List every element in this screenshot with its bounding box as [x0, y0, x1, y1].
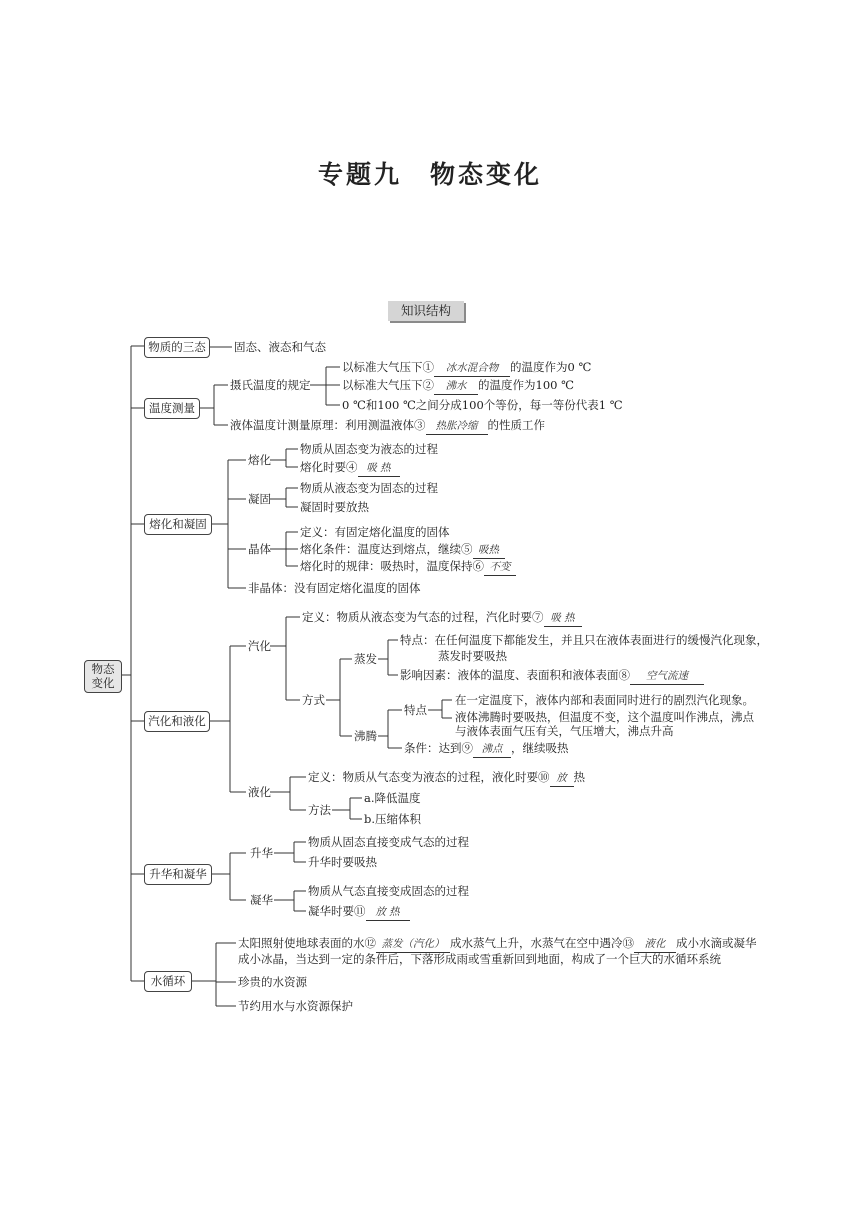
thermo-prefix: 液体温度计测量原理：利用测温液体③ [230, 418, 426, 432]
temp-rule-2 [342, 378, 574, 395]
section-label: 知识结构 [388, 301, 464, 321]
methods-label: 方式 [302, 693, 325, 707]
liquefaction-def [308, 770, 585, 787]
melting-heat-prefix: 熔化时要④ [300, 460, 358, 474]
deposition-heat-prefix: 凝华时要⑪ [308, 904, 366, 918]
solidify-heat: 凝固时要放热 [300, 500, 369, 514]
water-cycle-prefix: 太阳照射使地球表面的水⑫ [238, 936, 376, 950]
answer-10: 放 [550, 771, 574, 787]
deposition-def: 物质从气态直接变成固态的过程 [308, 884, 469, 898]
evaporation-feature-2: 蒸发时要吸热 [438, 649, 507, 663]
liquefaction-methods-label: 方法 [308, 803, 331, 817]
page-title: 专题九 物态变化 [317, 160, 542, 189]
category-states: 物质的三态 [144, 337, 210, 358]
liquefaction-method-a: a.降低温度 [364, 791, 421, 805]
evaporation-feature: 特点：在任何温度下都能发生，并且只在液体表面进行的缓慢汽化现象， [400, 633, 768, 647]
melting-def: 物质从固态变为液态的过程 [300, 442, 438, 456]
thermo-suffix: 的性质工作 [487, 418, 545, 432]
evaporation-factors [400, 668, 704, 685]
crystal-condition-prefix: 熔化条件：温度达到熔点，继续⑤ [300, 542, 473, 556]
temp-rule-2-prefix: 以标准大气压下② [342, 378, 434, 392]
boiling-condition [404, 741, 569, 758]
evaporation-factors-prefix: 影响因素：液体的温度、表面积和液体表面⑧ [400, 668, 630, 682]
answer-2: 沸水 [434, 379, 478, 395]
boiling-feature-3: 与液体表面气压有关，气压增大，沸点升高 [455, 724, 674, 738]
answer-1: 冰水混合物 [434, 361, 510, 377]
answer-7: 吸 热 [544, 611, 582, 627]
crystal-label: 晶体 [248, 542, 271, 556]
category-sublimation: 升华和凝华 [144, 864, 212, 885]
water-resources: 珍贵的水资源 [238, 975, 307, 989]
melting-heat [300, 460, 400, 477]
category-melting: 熔化和凝固 [144, 514, 212, 535]
category-water-cycle: 水循环 [144, 971, 192, 992]
liquefaction-def-prefix: 定义：物质从气态变为液态的过程，液化时要⑩ [308, 770, 550, 784]
amorphous-def: 非晶体：没有固定熔化温度的固体 [248, 581, 421, 595]
category-temperature: 温度测量 [144, 398, 200, 419]
celsius-rule-label: 摄氏温度的规定 [230, 378, 311, 392]
temp-rule-2-suffix: 的温度作为100 ℃ [478, 378, 574, 392]
temp-rule-1-suffix: 的温度作为0 ℃ [510, 360, 592, 374]
category-vaporization: 汽化和液化 [144, 711, 210, 732]
melting-label: 熔化 [248, 453, 271, 467]
deposition-label: 凝华 [250, 893, 273, 907]
deposition-heat [308, 904, 410, 921]
answer-12: 蒸发（汽化） [376, 937, 450, 953]
boiling-feature-1: 在一定温度下，液体内部和表面同时进行的剧烈汽化现象。 [455, 693, 754, 707]
crystal-rule [300, 559, 516, 576]
answer-6: 不变 [484, 560, 516, 576]
water-cycle-line-2: 成小冰晶，当达到一定的条件后，下落形成雨或雪重新回到地面，构成了一个巨大的水循环系统 [238, 952, 721, 966]
answer-3: 热胀冷缩 [426, 419, 488, 435]
water-cycle-suffix: 成小水滴或凝华 [676, 936, 757, 950]
answer-4: 吸 热 [358, 461, 400, 477]
boiling-label: 沸腾 [354, 729, 377, 743]
boiling-feature-label: 特点 [404, 703, 427, 717]
answer-8: 空气流速 [630, 669, 704, 685]
sublimation-label: 升华 [250, 846, 273, 860]
root-line-2: 变化 [91, 676, 115, 690]
crystal-rule-prefix: 熔化时的规律：吸热时，温度保持⑥ [300, 559, 484, 573]
evaporation-label: 蒸发 [354, 652, 377, 666]
answer-9: 沸点 [473, 742, 511, 758]
vaporization-def-prefix: 定义：物质从液态变为气态的过程，汽化时要⑦ [302, 610, 544, 624]
sublimation-def: 物质从固态直接变成气态的过程 [308, 835, 469, 849]
liquefaction-label: 液化 [248, 785, 271, 799]
liquefaction-def-suffix: 热 [573, 770, 585, 784]
vaporization-def [302, 610, 582, 627]
crystal-def: 定义：有固定熔化温度的固体 [300, 525, 450, 539]
boiling-condition-suffix: ，继续吸热 [511, 741, 569, 755]
temp-rule-3: 0 ℃和100 ℃之间分成100个等份，每一等份代表1 ℃ [342, 398, 623, 412]
sublimation-heat: 升华时要吸热 [308, 855, 377, 869]
liquefaction-method-b: b.压缩体积 [364, 812, 422, 826]
solidify-label: 凝固 [248, 492, 271, 506]
boiling-condition-prefix: 条件：达到⑨ [404, 741, 473, 755]
thermometer-principle [230, 418, 545, 435]
three-states-text: 固态、液态和气态 [234, 340, 326, 354]
answer-11: 放 热 [366, 905, 410, 921]
temp-rule-1-prefix: 以标准大气压下① [342, 360, 434, 374]
water-conservation: 节约用水与水资源保护 [238, 999, 353, 1013]
water-cycle-middle: 成水蒸气上升，水蒸气在空中遇冷⑬ [450, 936, 634, 950]
vaporization-label: 汽化 [248, 639, 271, 653]
root-line-1: 物态 [91, 662, 115, 676]
solidify-def: 物质从液态变为固态的过程 [300, 481, 438, 495]
answer-5: 吸热 [473, 543, 505, 559]
root-node [84, 660, 122, 693]
crystal-condition [300, 542, 505, 559]
answer-13: 液化 [634, 937, 676, 953]
water-cycle-line-1 [238, 936, 757, 953]
boiling-feature-2: 液体沸腾时要吸热，但温度不变，这个温度叫作沸点，沸点 [455, 710, 754, 724]
temp-rule-1 [342, 360, 591, 377]
